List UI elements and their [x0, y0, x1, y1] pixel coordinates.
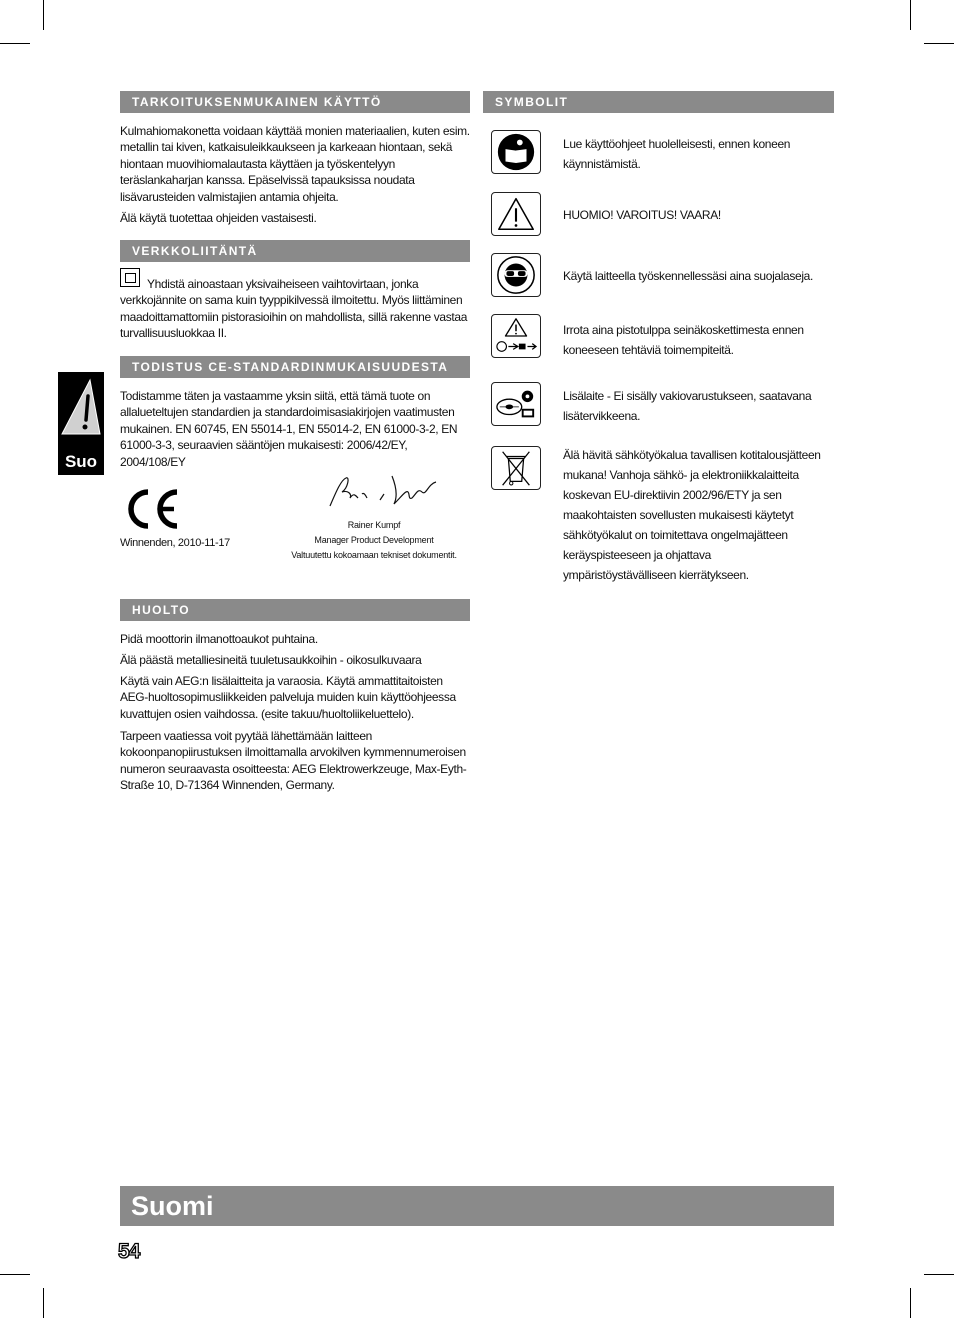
read-manual-icon: [491, 130, 541, 174]
symbols-heading: SYMBOLIT: [483, 91, 834, 113]
service-text-3: Käytä vain AEG:n lisälaitteita ja varaosia. Käytä ammattitaitoisten AEG-huoltosopimusliikkeiden palveluja muiden kuin käyttöohjeessa kuvattujen osien vaihdossa. (esite takuu/huoltoliikeluettelo).: [120, 674, 456, 721]
symbol-text-accessory: Lisälaite - Ei sisälly vakiovarustukseen, saatavana lisätervikkeena.: [563, 389, 812, 423]
place-date: Winnenden, 2010-11-17: [120, 537, 230, 549]
signer-name: Rainer Kumpf: [347, 520, 401, 530]
service-text-1: Pidä moottorin ilmanottoaukot puhtaina.: [120, 632, 318, 646]
intended-use-warning: Älä käytä tuotettaa ohjeiden vastaisesti.: [120, 211, 317, 225]
ce-heading: TODISTUS CE-STANDARDINMUKAISUUDESTA: [120, 356, 470, 378]
side-tab-label: Suo: [64, 452, 98, 471]
crop-mark: [910, 0, 911, 30]
weee-bin-icon: [491, 446, 541, 490]
service-text-2: Älä päästä metalliesineitä tuuletusaukkoihin - oikosulkuvaara: [120, 653, 422, 667]
safety-goggles-icon: [491, 253, 541, 297]
signature-image: [326, 470, 441, 510]
footer-title: Suomi: [131, 1191, 214, 1221]
unplug-icon: [491, 314, 541, 358]
crop-mark: [0, 1274, 30, 1275]
crop-mark: [43, 0, 44, 30]
symbol-text-read-manual: Lue käyttöohjeet huolelleisesti, ennen koneen käynnistämistä.: [563, 137, 791, 171]
crop-mark: [43, 1288, 44, 1318]
service-text-4: Tarpeen vaatiessa voit pyytää lähettämään laitteen kokoonpanopiirustuksen ilmoittamalla arvokilven kymmennumeroisen numeron seuraavasta osoitteesta: AEG Elektrowerkzeuge, Max-Eyth-Straße 10, D-71364 Winnenden, Germany.: [120, 729, 467, 793]
accessory-icon: [491, 382, 541, 426]
crop-mark: [924, 43, 954, 44]
symbol-text-unplug: Irrota aina pistotulppa seinäkoskettimesta ennen koneeseen tehtäviä toimempiteitä.: [563, 323, 804, 357]
mains-text: Yhdistä ainoastaan yksivaiheiseen vaihtovirtaan, jonka verkkojännite on sama kuin tyyppikilvessä ilmoitettu. Myös liittäminen maadoittamattomiin pistorasioihin on mahdollista, sillä rakenne vastaa turvallisuusluokkaa II.: [120, 277, 468, 341]
page-number: 54: [118, 1240, 140, 1263]
crop-mark: [924, 1274, 954, 1275]
language-side-tab: [58, 372, 104, 475]
symbol-text-weee: Älä hävitä sähkötyökalua tavallisen kotitalousjätteen mukana! Vanhoja sähkö- ja elektroniikkalaitteita koskevan EU-direktiivin 2002/96/ETY ja sen maakohtaisten sovellusten mukaisesti käytetyt sähkötyökalut on toimitettava ongelmajätteen keräyspisteeseen ja ohjattava ympäristöystävälliseen kierrätykseen.: [563, 448, 821, 582]
crop-mark: [0, 43, 30, 44]
intended-use-text: Kulmahiomakonetta voidaan käyttää monien materiaalien, kuten esim. metallin tai kiven, katkaisuleikkaukseen ja karkeaan hiontaan, sekä hiontaan muovihiomalautasta käyttäen ja työskentelyyn teräslankaharjan kanssa. Epäselvissä tapauksissa noudata lisävarusteiden valmistajien antamia ohjeita.: [120, 124, 470, 204]
warning-triangle-icon: [491, 192, 541, 236]
signer-note: Valtuutettu kokoamaan tekniset dokumentit.: [291, 550, 457, 560]
signer-title: Manager Product Development: [314, 535, 434, 545]
signer-block: [268, 518, 480, 563]
footer-language-bar: [120, 1186, 834, 1226]
crop-mark: [910, 1288, 911, 1318]
intended-use-heading: TARKOITUKSENMUKAINEN KÄYTTÖ: [120, 91, 470, 113]
service-heading: HUOLTO: [120, 599, 470, 621]
ce-mark-icon: [122, 487, 182, 531]
ce-text: Todistamme täten ja vastaamme yksin siitä, että tämä tuote on allalueteltujen standardien ja standardoimisasiakirjojen vaatimusten mukainen. EN 60745, EN 55014-1, EN 55014-2, EN 61000-3-2, EN 61000-3-3, seuraavien sääntöjen mukaisesti: 2006/42/EY, 2004/108/EY: [120, 389, 458, 469]
mains-heading: VERKKOLIITÄNTÄ: [120, 240, 470, 262]
symbol-text-warning: HUOMIO! VAROITUS! VAARA!: [563, 208, 721, 222]
warning-icon: [60, 376, 102, 440]
symbol-text-goggles: Käytä laitteella työskennellessäsi aina suojalaseja.: [563, 269, 813, 283]
